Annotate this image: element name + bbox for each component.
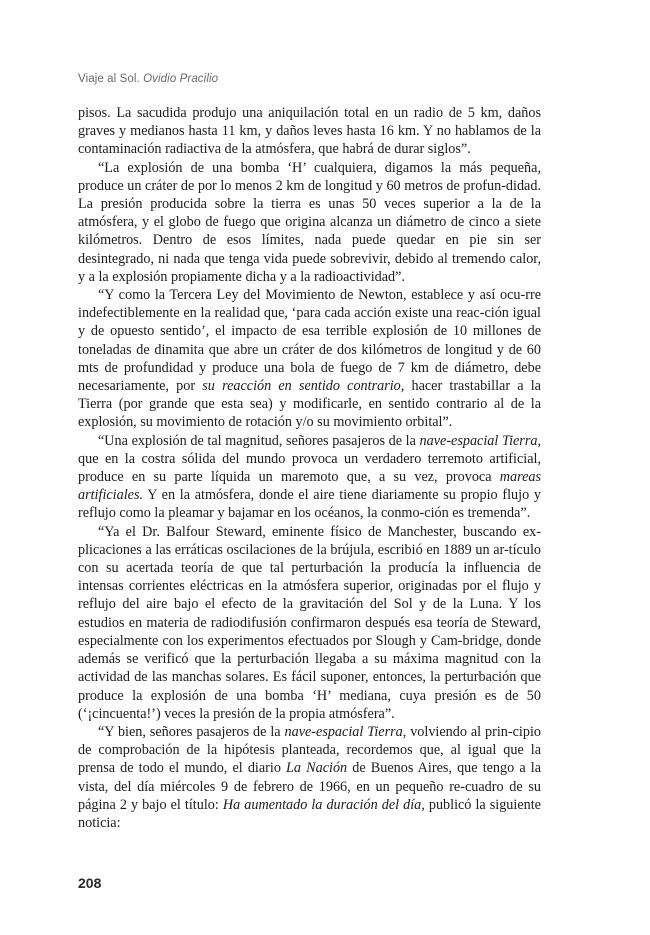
paragraph <box>78 286 541 432</box>
italic-text: mareas artificiales. <box>78 469 541 504</box>
text-run: “Una explosión de tal magnitud, señores pasajeros de la <box>98 432 420 449</box>
text-run: “Y como la Tercera Ley del Movimiento de Newton, establece y así ocu-rre indefectiblemente en la realidad que, ‘para cada acción existe una reac-ción igual y de opuesto sentido’, el impacto de esa terrible explosión de 10 millones de toneladas de dinamita que abre un cráter de dos kilómetros de longitud y de 60 mts de profundidad y produce una bola de fuego de 7 km de diámetro, debe necesariamente, por <box>78 287 541 395</box>
text-run: “La explosión de una bomba ‘H’ cualquiera, digamos la más pequeña, produce un cráter de por lo menos 2 km de longitud y 60 metros de profun-didad. La presión producida sobre la tierra es unas 50 veces superior a la de la atmósfera, y el globo de fuego que origina alcanza un diámetro de cinco a siete kilómetros. Dentro de esos límites, nada puede quedar en pie sin ser desintegrado, ni nada que tenga vida puede sobrevivir, debido al tremendo calor, y a la explosión propiamente dicha y a la radioactividad”. <box>78 159 541 285</box>
page-body <box>78 104 541 832</box>
text-run: Y en la atmósfera, donde el aire tiene diariamente su propio flujo y reflujo como la pleamar y bajamar en los océanos, la conmo-ción es tremenda”. <box>78 487 541 522</box>
page-number: 208 <box>78 875 102 891</box>
paragraph <box>78 723 541 832</box>
italic-text: La Nación <box>286 760 348 777</box>
text-run: “Ya el Dr. Balfour Steward, eminente físico de Manchester, buscando ex-plicaciones a las erráticas oscilaciones de la brújula, escribió en 1889 un ar-tículo con su acertada teoría de que tal perturbación la producía la influencia de intensas corrientes eléctricas en la atmósfera superior, originadas por el flujo y reflujo del aire bajo el efecto de la gravitación del Sol y de la Luna. Y los estudios en materia de radiodifusión confirmaron después esa teoría de Steward, especialmente con los experimentos efectuados por Slough y Cam-bridge, donde además se verificó que la perturbación llegaba a su máxima magnitud con la actividad de las manchas solares. Es fácil suponer, entonces, la perturbación que produce la explosión de una bomba ‘H’ mediana, cuya presión es de 50 (‘¡cincuenta!’) veces la presión de la propia atmósfera”. <box>78 523 541 722</box>
paragraph <box>78 523 541 723</box>
paragraph <box>78 104 541 159</box>
running-header <box>78 73 218 85</box>
text-run: que en la costra sólida del mundo provoca un verdadero terremoto artificial, produce en su parte líquida un maremoto que, a su vez, provoca <box>78 450 541 486</box>
italic-text: Ha aumentado la duración del día, <box>222 796 425 813</box>
text-run: publicó la siguiente noticia: <box>78 796 541 831</box>
header-author: Ovidio Pracilio <box>143 73 219 85</box>
italic-text: nave-espacial Tierra, <box>284 723 407 740</box>
text-run: de Buenos Aires, que tengo a la vista, del día miércoles 9 de febrero de 1966, en un pequeño re-cuadro de su página 2 y bajo el título: <box>78 760 541 813</box>
italic-text: su reacción en sentido contrario, <box>202 378 405 395</box>
text-run: pisos. La sacudida produjo una aniquilación total en un radio de 5 km, daños graves y medianos hasta 11 km, y daños leves hasta 16 km. Y no hablamos de la contaminación radiactiva de la atmósfera, que habrá de durar siglos”. <box>78 105 541 158</box>
paragraph <box>78 159 541 286</box>
text-run: volviendo al prin-cipio de comprobación de la hipótesis planteada, recordemos que, al igual que la prensa de todo el mundo, el diario <box>78 723 541 777</box>
paragraph <box>78 432 541 523</box>
italic-text: nave-espacial Tierra, <box>419 432 541 449</box>
header-book-title: Viaje al Sol. <box>78 73 140 85</box>
text-run: hacer trastabillar a la Tierra (por grande que esta sea) y modificarle, en sentido contrario al de la explosión, su movimiento de rotación y/o su movimiento orbital”. <box>78 378 541 431</box>
text-run: “Y bien, señores pasajeros de la <box>98 723 285 740</box>
